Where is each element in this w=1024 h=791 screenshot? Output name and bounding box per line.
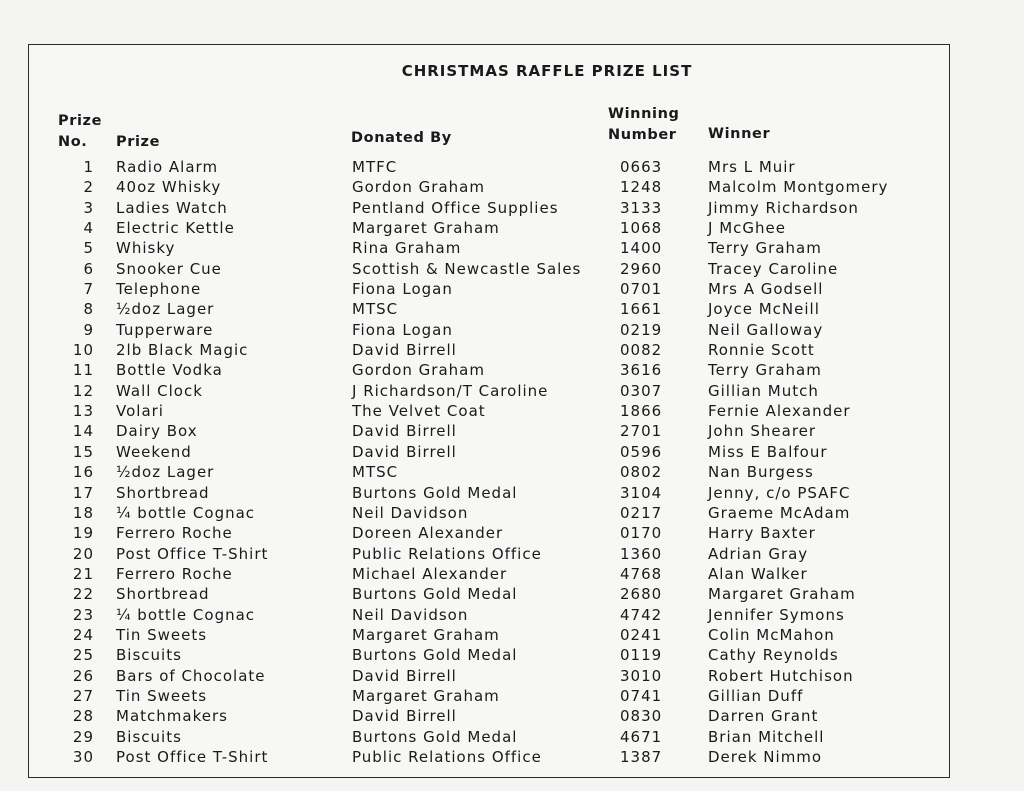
prize-name: Biscuits [116, 727, 182, 746]
winner-name: Terry Graham [708, 239, 822, 258]
donor-name: Margaret Graham [352, 686, 500, 705]
prize-number: 2 [83, 178, 94, 197]
table-row [0, 340, 1024, 360]
donor-name: Neil Davidson [352, 503, 469, 522]
table-row [0, 564, 1024, 584]
donor-name: Margaret Graham [352, 219, 500, 238]
prize-table [0, 157, 1024, 767]
winning-number: 0219 [620, 320, 663, 339]
winner-name: Margaret Graham [708, 585, 856, 604]
prize-number: 29 [72, 727, 94, 746]
winning-number: 1661 [620, 300, 663, 319]
winner-name: Cathy Reynolds [708, 646, 839, 665]
table-row [0, 686, 1024, 706]
winner-name: Ronnie Scott [708, 341, 815, 360]
prize-name: Weekend [116, 442, 192, 461]
table-row [0, 198, 1024, 218]
table-row [0, 503, 1024, 523]
prize-name: Biscuits [116, 646, 182, 665]
prize-number: 13 [72, 402, 94, 421]
donor-name: Michael Alexander [352, 564, 508, 583]
donor-name: Public Relations Office [352, 544, 542, 563]
prize-number: 23 [72, 605, 94, 624]
table-row [0, 666, 1024, 686]
winner-name: Joyce McNeill [708, 300, 820, 319]
winning-number: 0741 [620, 686, 663, 705]
winner-name: Brian Mitchell [708, 727, 825, 746]
winner-name: Malcolm Montgomery [708, 178, 889, 197]
donor-name: Burtons Gold Medal [352, 585, 518, 604]
table-row [0, 218, 1024, 238]
table-row [0, 157, 1024, 177]
winning-number: 0241 [620, 625, 663, 644]
winner-name: Adrian Gray [708, 544, 809, 563]
donor-name: Fiona Logan [352, 280, 453, 299]
table-row [0, 442, 1024, 462]
winning-number: 4671 [620, 727, 663, 746]
prize-name: Bars of Chocolate [116, 666, 266, 685]
donor-name: Rina Graham [352, 239, 462, 258]
winner-name: John Shearer [708, 422, 817, 441]
header-prize-no-line1: Prize [58, 113, 103, 129]
donor-name: MTSC [352, 463, 399, 482]
table-row [0, 727, 1024, 747]
donor-name: David Birrell [352, 341, 457, 360]
winning-number: 0701 [620, 280, 663, 299]
header-prize: Prize [116, 134, 161, 150]
header-winning-number-line1: Winning [608, 106, 680, 122]
winning-number: 0663 [620, 158, 663, 176]
winner-name: Miss E Balfour [708, 442, 828, 461]
donor-name: Burtons Gold Medal [352, 727, 518, 746]
prize-number: 16 [72, 463, 94, 482]
winning-number: 3133 [620, 198, 663, 217]
prize-name: Radio Alarm [116, 158, 219, 176]
winning-number: 3010 [620, 666, 663, 685]
donor-name: J Richardson/T Caroline [352, 381, 549, 400]
prize-number: 15 [72, 442, 94, 461]
table-row [0, 421, 1024, 441]
winning-number: 1360 [620, 544, 663, 563]
winner-name: Nan Burgess [708, 463, 814, 482]
winner-name: Neil Galloway [708, 320, 824, 339]
winning-number: 1068 [620, 219, 663, 238]
prize-name: Volari [116, 402, 164, 421]
winning-number: 4768 [620, 564, 663, 583]
prize-number: 30 [72, 747, 94, 766]
prize-number: 27 [72, 686, 94, 705]
winner-name: Colin McMahon [708, 625, 835, 644]
prize-number: 4 [83, 219, 94, 238]
prize-number: 9 [83, 320, 94, 339]
header-winning-number-line2: Number [608, 127, 677, 143]
winning-number: 0307 [620, 381, 663, 400]
donor-name: Gordon Graham [352, 178, 485, 197]
winning-number: 3104 [620, 483, 663, 502]
header-winning-number [608, 104, 679, 146]
donor-name: Margaret Graham [352, 625, 500, 644]
prize-number: 6 [83, 259, 94, 278]
table-row [0, 381, 1024, 401]
prize-name: Ladies Watch [116, 198, 228, 217]
prize-name: Ferrero Roche [116, 524, 233, 543]
donor-name: Neil Davidson [352, 605, 469, 624]
table-row [0, 299, 1024, 319]
winner-name: Harry Baxter [708, 524, 816, 543]
prize-name: Whisky [116, 239, 176, 258]
prize-number: 12 [72, 381, 94, 400]
prize-number: 17 [72, 483, 94, 502]
prize-name: 2lb Black Magic [116, 341, 249, 360]
winning-number: 0802 [620, 463, 663, 482]
prize-number: 18 [72, 503, 94, 522]
table-row [0, 584, 1024, 604]
prize-name: Tupperware [116, 320, 214, 339]
winner-name: Derek Nimmo [708, 747, 823, 766]
prize-name: Ferrero Roche [116, 564, 233, 583]
winning-number: 2701 [620, 422, 663, 441]
table-row [0, 259, 1024, 279]
prize-name: Tin Sweets [116, 625, 208, 644]
prize-name: Shortbread [116, 483, 210, 502]
header-donated-by: Donated By [351, 130, 452, 146]
table-row [0, 645, 1024, 665]
donor-name: David Birrell [352, 707, 457, 726]
page-title: CHRISTMAS RAFFLE PRIZE LIST [401, 62, 693, 80]
prize-name: ¼ bottle Cognac [116, 503, 256, 522]
winner-name: Jenny, c/o PSAFC [708, 483, 851, 502]
winner-name: Mrs A Godsell [708, 280, 824, 299]
prize-name: Electric Kettle [116, 219, 235, 238]
winning-number: 1248 [620, 178, 663, 197]
donor-name: MTSC [352, 300, 399, 319]
winning-number: 0596 [620, 442, 663, 461]
prize-name: Post Office T-Shirt [116, 747, 269, 766]
winning-number: 0830 [620, 707, 663, 726]
winner-name: Terry Graham [708, 361, 822, 380]
donor-name: Public Relations Office [352, 747, 542, 766]
winner-name: Jennifer Symons [708, 605, 845, 624]
prize-number: 3 [83, 198, 94, 217]
winning-number: 0119 [620, 646, 663, 665]
prize-name: ½doz Lager [116, 300, 215, 319]
prize-name: Shortbread [116, 585, 210, 604]
prize-name: Telephone [116, 280, 202, 299]
table-row [0, 483, 1024, 503]
table-row [0, 279, 1024, 299]
donor-name: David Birrell [352, 422, 457, 441]
winning-number: 2680 [620, 585, 663, 604]
table-row [0, 320, 1024, 340]
table-row [0, 401, 1024, 421]
donor-name: The Velvet Coat [352, 402, 486, 421]
winner-name: Alan Walker [708, 564, 808, 583]
prize-number: 10 [72, 341, 94, 360]
prize-name: Snooker Cue [116, 259, 222, 278]
winner-name: Jimmy Richardson [708, 198, 859, 217]
winning-number: 2960 [620, 259, 663, 278]
prize-number: 8 [83, 300, 94, 319]
winning-number: 0170 [620, 524, 663, 543]
prize-name: Bottle Vodka [116, 361, 223, 380]
winning-number: 1866 [620, 402, 663, 421]
prize-name: 40oz Whisky [116, 178, 222, 197]
prize-name: Post Office T-Shirt [116, 544, 269, 563]
prize-number: 28 [72, 707, 94, 726]
header-prize-no-line2: No. [58, 134, 88, 150]
winner-name: J McGhee [708, 219, 786, 238]
donor-name: Burtons Gold Medal [352, 483, 518, 502]
table-row [0, 360, 1024, 380]
winner-name: Tracey Caroline [708, 259, 839, 278]
donor-name: Burtons Gold Medal [352, 646, 518, 665]
prize-name: ½doz Lager [116, 463, 215, 482]
prize-name: Wall Clock [116, 381, 203, 400]
donor-name: Doreen Alexander [352, 524, 504, 543]
winner-name: Mrs L Muir [708, 158, 796, 176]
prize-name: ¼ bottle Cognac [116, 605, 256, 624]
winner-name: Gillian Duff [708, 686, 804, 705]
winning-number: 0082 [620, 341, 663, 360]
table-row [0, 544, 1024, 564]
winning-number: 4742 [620, 605, 663, 624]
donor-name: David Birrell [352, 666, 457, 685]
table-row [0, 625, 1024, 645]
prize-number: 19 [72, 524, 94, 543]
prize-number: 14 [72, 422, 94, 441]
prize-number: 24 [72, 625, 94, 644]
donor-name: Fiona Logan [352, 320, 453, 339]
prize-number: 26 [72, 666, 94, 685]
table-row [0, 706, 1024, 726]
table-row [0, 747, 1024, 767]
winning-number: 0217 [620, 503, 663, 522]
winner-name: Robert Hutchison [708, 666, 854, 685]
prize-number: 20 [72, 544, 94, 563]
header-winner: Winner [708, 126, 771, 142]
winning-number: 1387 [620, 747, 663, 766]
prize-name: Tin Sweets [116, 686, 208, 705]
header-prize-no [58, 111, 102, 153]
prize-number: 22 [72, 585, 94, 604]
table-row [0, 462, 1024, 482]
prize-number: 7 [83, 280, 94, 299]
donor-name: MTFC [352, 158, 398, 176]
table-row [0, 177, 1024, 197]
prize-number: 5 [83, 239, 94, 258]
winner-name: Gillian Mutch [708, 381, 819, 400]
winning-number: 1400 [620, 239, 663, 258]
donor-name: David Birrell [352, 442, 457, 461]
winner-name: Graeme McAdam [708, 503, 851, 522]
winner-name: Darren Grant [708, 707, 819, 726]
donor-name: Gordon Graham [352, 361, 485, 380]
table-row [0, 238, 1024, 258]
prize-number: 21 [72, 564, 94, 583]
winning-number: 3616 [620, 361, 663, 380]
donor-name: Pentland Office Supplies [352, 198, 559, 217]
prize-number: 11 [72, 361, 94, 380]
prize-number: 25 [72, 646, 94, 665]
table-row [0, 605, 1024, 625]
table-row [0, 523, 1024, 543]
winner-name: Fernie Alexander [708, 402, 851, 421]
prize-name: Dairy Box [116, 422, 198, 441]
prize-name: Matchmakers [116, 707, 228, 726]
donor-name: Scottish & Newcastle Sales [352, 259, 582, 278]
prize-number: 1 [83, 158, 94, 176]
